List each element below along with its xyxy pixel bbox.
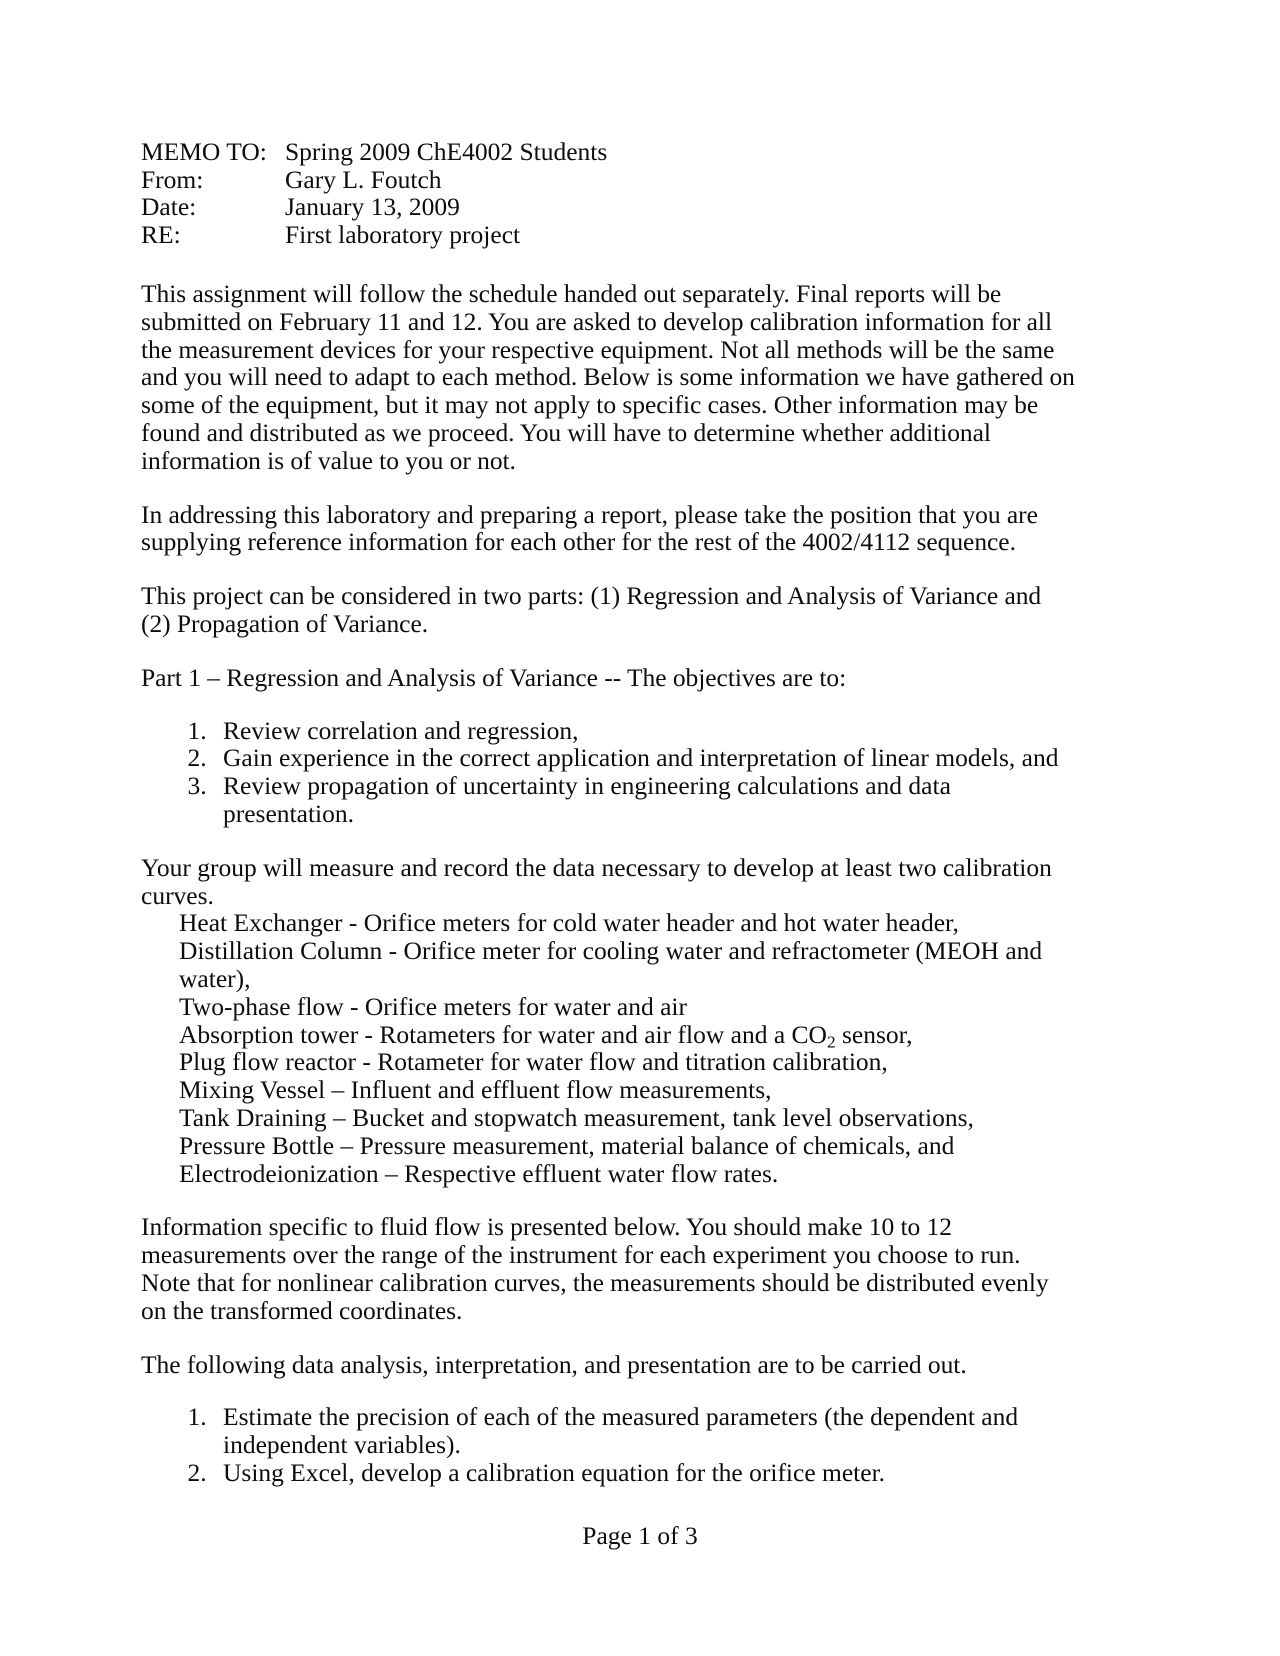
- equipment-text: Mixing Vessel – Influent and effluent flow measurements,: [179, 1075, 772, 1105]
- equipment-text-after: sensor,: [835, 1019, 913, 1049]
- list-item: [179, 1048, 1075, 1076]
- list-item: 2. Gain experience in the correct application and interpretation of linear models, and: [213, 744, 1075, 772]
- equipment-text: Two-phase flow - Orifice meters for water and air: [179, 991, 687, 1021]
- equipment-text: Plug flow reactor - Rotameter for water flow and titration calibration,: [179, 1047, 888, 1077]
- memo-row-date: [141, 193, 1075, 221]
- list-item: 1. Estimate the precision of each of the measured parameters (the dependent and independent variables).: [213, 1403, 1075, 1459]
- memo-value-date: January 13, 2009: [285, 192, 460, 221]
- paragraph-fluid-flow: Information specific to fluid flow is presented below. You should make 10 to 12 measurements over the range of the instrument for each experiment you choose to run. Note that for nonlinear calibration curves, the measurements should be distributed evenly on the transformed coordinates.: [141, 1212, 1049, 1325]
- paragraph-data-analysis-lead: The following data analysis, interpretation, and presentation are to be carried out.: [141, 1349, 967, 1379]
- paragraph-part1-heading: Part 1 – Regression and Analysis of Variance -- The objectives are to:: [141, 662, 847, 692]
- paragraph-addressing: In addressing this laboratory and preparing a report, please take the position that you are supplying reference information for each other for the rest of the 4002/4112 sequence.: [141, 499, 1038, 557]
- equipment-text: Absorption tower - Rotameters for water and air flow and a CO: [179, 1019, 827, 1049]
- equipment-text: Distillation Column - Orifice meter for cooling water and refractometer (MEOH and water),: [179, 936, 1043, 993]
- list-item: [179, 1132, 1075, 1160]
- equipment-section: [141, 854, 1075, 1188]
- list-item: 2. Using Excel, develop a calibration equation for the orifice meter.: [213, 1459, 1075, 1487]
- objectives-list: [141, 717, 1075, 828]
- list-item: 3. Review propagation of uncertainty in engineering calculations and data presentation.: [213, 772, 1075, 828]
- memo-header: [141, 138, 1075, 248]
- page-footer: [0, 1522, 1280, 1550]
- memo-value-to: Spring 2009 ChE4002 Students: [285, 137, 608, 166]
- list-item: [179, 1076, 1075, 1104]
- memo-row-from: [141, 166, 1075, 194]
- memo-label-date: Date:: [141, 192, 197, 221]
- list-item: 1. Review correlation and regression,: [213, 717, 1075, 745]
- subscript-two: 2: [826, 1031, 836, 1051]
- list-item: [179, 1160, 1075, 1188]
- list-item: [179, 909, 1075, 937]
- memo-label-to: MEMO TO:: [141, 137, 267, 166]
- list-item: [179, 1104, 1075, 1132]
- list-item: [179, 993, 1075, 1021]
- memo-row-re: [141, 221, 1075, 249]
- memo-label-re: RE:: [141, 219, 181, 249]
- list-item: [179, 1021, 1075, 1049]
- memo-value-re: First laboratory project: [285, 219, 521, 249]
- equipment-text: Tank Draining – Bucket and stopwatch measurement, tank level observations,: [179, 1102, 974, 1132]
- equipment-text: Pressure Bottle – Pressure measurement, material balance of chemicals, and: [179, 1130, 955, 1160]
- paragraph-two-parts: This project can be considered in two parts: (1) Regression and Analysis of Variance and (2) Propagation of Variance.: [141, 581, 1042, 638]
- memo-value-from: Gary L. Foutch: [285, 164, 442, 194]
- paragraph-intro: This assignment will follow the schedule handed out separately. Final reports will be submitted on February 11 and 12. You are asked to develop calibration information for all the measurement devices for your respective equipment. Not all methods will be the same and you will need to adapt to each method. Below is some information we have gathered on some of the equipment, but it may not apply to specific cases. Other information may be found and distributed as we proceed. You will have to determine whether additional information is of value to you or not.: [141, 279, 1075, 475]
- analysis-items-list: [141, 1403, 1075, 1486]
- page-number-label: Page 1 of 3: [582, 1521, 698, 1550]
- equipment-lead: Your group will measure and record the data necessary to develop at least two calibration curves.: [141, 852, 1052, 910]
- memo-label-from: From:: [141, 164, 204, 194]
- equipment-text: Heat Exchanger - Orifice meters for cold water header and hot water header,: [179, 908, 959, 938]
- equipment-text: Electrodeionization – Respective effluent water flow rates.: [179, 1158, 779, 1188]
- memo-row-to: [141, 138, 1075, 166]
- list-item: [179, 937, 1075, 993]
